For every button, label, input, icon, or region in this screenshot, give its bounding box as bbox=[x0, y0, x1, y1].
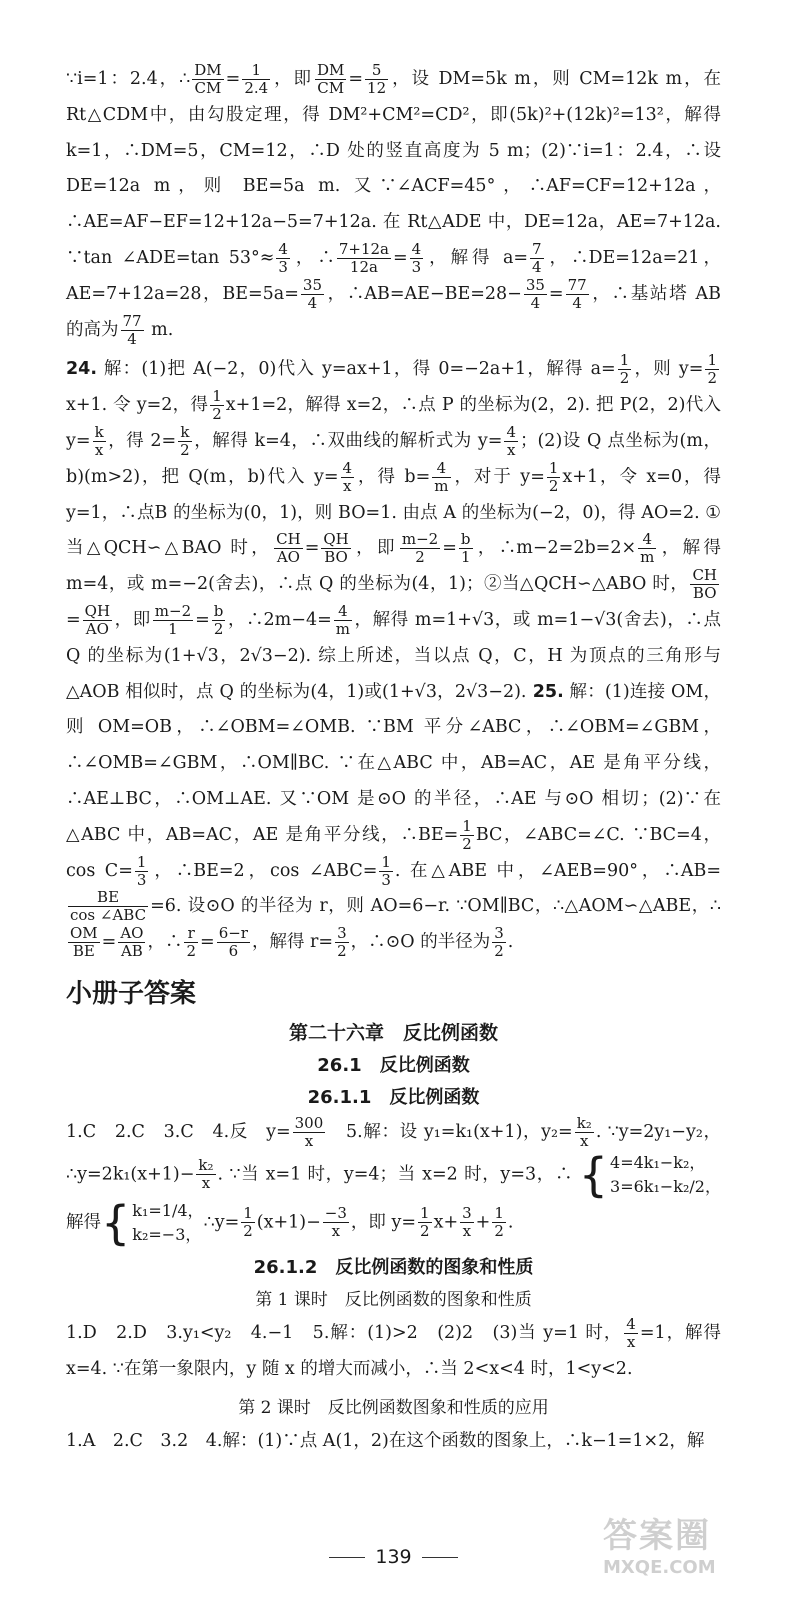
fraction: $\frac{77}{4}$ bbox=[567, 275, 587, 312]
fraction: $\frac{1}{2}$ bbox=[707, 351, 717, 388]
fraction: $\frac{3}{2}$ bbox=[337, 924, 347, 961]
fraction: $\frac{\text{k₂}}{x}$ bbox=[576, 1113, 592, 1150]
fraction: $\frac{1}{2}$ bbox=[494, 1204, 504, 1241]
fraction: $\frac{m-2}{2}$ bbox=[401, 530, 439, 567]
fraction: $\frac{k}{x}$ bbox=[94, 422, 104, 459]
fraction: $\frac{4}{x}$ bbox=[342, 458, 353, 495]
chapter-heading: 第二十六章 反比例函数 bbox=[288, 1021, 498, 1044]
fraction: $\frac{CH}{AO}$ bbox=[276, 530, 301, 567]
subsection-heading: 26.1.1 反比例函数 bbox=[307, 1086, 480, 1108]
fraction: $\frac{1}{2.4}$ bbox=[244, 61, 269, 97]
question-number: 24. bbox=[66, 359, 98, 380]
fraction: $\frac{300}{x}$ bbox=[294, 1113, 324, 1150]
fraction: $\frac{77}{4}$ bbox=[122, 311, 142, 348]
fraction: $\frac{BE}{\text{cos ∠ABC}}$ bbox=[70, 888, 147, 925]
fraction: $\frac{m-2}{1}$ bbox=[154, 601, 192, 638]
fraction: $\frac{\text{k₂}}{x}$ bbox=[198, 1156, 214, 1193]
fraction: $\frac{DM}{CM}$ bbox=[194, 61, 222, 97]
fraction: $\frac{DM}{CM}$ bbox=[316, 61, 345, 97]
fraction: $\frac{7}{4}$ bbox=[532, 239, 542, 276]
fraction: $\frac{1}{3}$ bbox=[136, 852, 147, 889]
fraction: $\frac{3}{x}$ bbox=[462, 1204, 472, 1241]
fraction: $\frac{35}{4}$ bbox=[302, 275, 322, 312]
page-number: 139 bbox=[0, 1546, 787, 1568]
answer-23-continued: ∵i=1：2.4，∴ $\frac{DM}{CM}$ = $\frac{1}{2.4}$ ，即 $\frac{DM}{CM}$ = $\frac{5}{12}$ ，设 DM=5k m，则 CM=12k m，在Rt△CDM中，由勾股定理，得 DM²+CM²=CD²，即(5k)²+(12k)²=13²，解得 k=1，∴DM=5，CM=12，∴D 处的竖直高度为 5 m；(2)∵i=1：2.4，∴设 DE=12a m，则 BE=5a m. 又∵∠ACF=45°，∴AF=CF=12+12a，∴AE=AF−EF=12+12a−5=7+12a. 在 Rt△ADE 中，DE=12a，AE=7+12a. ∵tan ∠ADE=tan 53°≈ $\frac{4}{3}$ ，∴ $\frac{7+12a}{12a}$ = $\frac{4}{3}$ ，解得 a= $\frac{7}{4}$ ，∴DE=12a=21，AE=7+12a=28，BE=5a= $\frac{35}{4}$ ，∴AB=AE−BE=28− $\frac{35}{4}$ = $\frac{77}{4}$ ，∴基站塔 AB 的高为 $\frac{77}{4}$ m. bbox=[66, 61, 722, 348]
fraction: $\frac{r}{2}$ bbox=[186, 924, 197, 961]
question-number: 25. bbox=[526, 681, 564, 702]
fraction: $\frac{CH}{BO}$ bbox=[692, 566, 717, 603]
fraction: $\frac{1}{3}$ bbox=[381, 852, 391, 889]
fraction: $\frac{4}{3}$ bbox=[411, 239, 422, 276]
fraction: $\frac{7+12a}{12a}$ bbox=[338, 239, 389, 276]
lesson-heading: 第 2 课时 反比例函数图象和性质的应用 bbox=[238, 1398, 549, 1419]
section-heading: 26.1 反比例函数 bbox=[317, 1054, 470, 1076]
fraction: $\frac{-3}{x}$ bbox=[324, 1204, 347, 1241]
fraction: $\frac{OM}{BE}$ bbox=[70, 924, 98, 961]
fraction: $\frac{4}{x}$ bbox=[626, 1314, 636, 1351]
fraction: $\frac{4}{m}$ bbox=[640, 530, 655, 567]
fraction: $\frac{4}{m}$ bbox=[335, 601, 350, 638]
subsection-heading: 26.1.2 反比例函数的图象和性质 bbox=[253, 1256, 534, 1278]
watermark-logo: 答案圈 MXQE.COM bbox=[603, 1516, 716, 1578]
fraction: $\frac{4}{m}$ bbox=[434, 458, 449, 495]
lesson-heading: 第 1 课时 反比例函数的图象和性质 bbox=[255, 1289, 532, 1310]
fraction: $\frac{1}{2}$ bbox=[243, 1204, 253, 1241]
fraction: $\frac{QH}{BO}$ bbox=[323, 530, 349, 567]
fraction: $\frac{6-r}{6}$ bbox=[218, 924, 248, 961]
answers-26-1-1: 1.C 2.C 3.C 4.反 y= $\frac{300}{x}$ 5.解：设 y₁=k₁(x+1)，y₂= $\frac{\text{k₂}}{x}$ . ∵y=2y₁−y₂，∴y=2k₁(x+1)− $\frac{\text{k₂}}{x}$ . ∵当 x=1 时，y=4；当 x=2 时，y=3，∴ { 4=4k₁−k₂， 3=6k₁−k₂/2， 解得 { k₁=1/4， k₂=−3， ∴y= $\frac{1}{2}$ (x+1)− $\frac{-3}{x}$ ，即 y= $\frac{1}{2}$ x+ $\frac{3}{x}$ + $\frac{1}{2}$ . bbox=[66, 1113, 721, 1250]
answer-24-25: 24. 解：(1)把 A(−2，0)代入 y=ax+1，得 0=−2a+1，解得 a= $\frac{1}{2}$ ，则 y= $\frac{1}{2}$ x+1. 令 y=2，得 $\frac{1}{2}$ x+1=2，解得 x=2，∴点 P 的坐标为(2，2). 把 P(2，2)代入 y= $\frac{k}{x}$ ，得 2= $\frac{k}{2}$ ，解得 k=4，∴双曲线的解析式为 y= $\frac{4}{x}$ ；(2)设 Q 点坐标为(m，b)(m>2)，把 Q(m，b)代入 y= $\frac{4}{x}$ ，得 b= $\frac{4}{m}$ ，对于 y= $\frac{1}{2}$ x+1，令 x=0，得 y=1，∴点B 的坐标为(0，1)，则 BO=1. 由点 A 的坐标为(−2，0)，得 AO=2. ①当△QCH∽△BAO 时， $\frac{CH}{AO}$ = $\frac{QH}{BO}$ ，即 $\frac{m-2}{2}$ = $\frac{b}{1}$ ，∴m−2=2b=2× $\frac{4}{m}$ ，解得 m=4，或 m=−2(舍去)，∴点 Q 的坐标为(4，1)；②当△QCH∽△ABO 时， $\frac{CH}{BO}$ = $\frac{QH}{AO}$ ，即 $\frac{m-2}{1}$ = $\frac{b}{2}$ ，∴2m−4= $\frac{4}{m}$ ，解得 m=1+√3，或 m=1−√3(舍去)，∴点 Q 的坐标为(1+√3，2√3−2). 综上所述，当以点 Q，C，H 为顶点的三角形与△AOB 相似时，点 Q 的坐标为(4，1)或(1+√3，2√3−2). 25. 解：(1)连接 OM，则 OM=OB，∴∠OBM=∠OMB. ∵BM 平分∠ABC，∴∠OBM=∠GBM，∴∠OMB=∠GBM，∴OM∥BC. ∵在△ABC 中，AB=AC，AE 是角平分线，∴AE⊥BC，∴OM⊥AE. 又∵OM 是⊙O 的半径，∴AE 与⊙O 相切；(2)∵在△ABC 中，AB=AC，AE 是角平分线，∴BE= $\frac{1}{2}$ BC，∠ABC=∠C. ∵BC=4，cos C= $\frac{1}{3}$ ，∴BE=2，cos ∠ABC= $\frac{1}{3}$ . 在△ABE 中，∠AEB=90°，∴AB= $\frac{BE}{\text{cos ∠ABC}}$ =6. 设⊙O 的半径为 r，则 AO=6−r. ∵OM∥BC，∴△AOM∽△ABE，∴ $\frac{OM}{BE}$ = $\frac{AO}{AB}$ ，∴ $\frac{r}{2}$ = $\frac{6-r}{6}$ ，解得 r= $\frac{3}{2}$ ，∴⊙O 的半径为 $\frac{3}{2}$ . bbox=[66, 351, 721, 961]
fraction: $\frac{4}{3}$ bbox=[278, 239, 288, 276]
answers-lesson-2: 1.A 2.C 3.2 4.解：(1)∵点 A(1，2)在这个函数的图象上，∴k−1=1×2，解 bbox=[66, 1431, 705, 1452]
fraction: $\frac{k}{2}$ bbox=[180, 422, 190, 459]
answers-lesson-1: 1.D 2.D 3.y₁<y₂ 4.−1 5.解：(1)>2 (2)2 (3)当 y=1 时， $\frac{4}{x}$ =1，解得 x=4. ∵在第一象限内，y 随 x 的增大而减小，∴当 2<x<4 时，1<y<2. bbox=[66, 1314, 721, 1379]
equation-system-solution: { k₁=1/4， k₂=−3， bbox=[101, 1195, 204, 1250]
fraction: $\frac{4}{x}$ bbox=[506, 422, 516, 459]
section-title: 小册子答案 bbox=[66, 978, 197, 1009]
fraction: $\frac{1}{2}$ bbox=[548, 458, 559, 495]
fraction: $\frac{b}{2}$ bbox=[213, 601, 224, 638]
text: ∵i=1：2.4，∴ bbox=[66, 69, 191, 89]
fraction: $\frac{b}{1}$ bbox=[460, 530, 471, 567]
fraction: $\frac{1}{2}$ bbox=[462, 816, 472, 853]
fraction: $\frac{5}{12}$ bbox=[367, 61, 387, 97]
fraction: $\frac{3}{2}$ bbox=[494, 924, 504, 961]
fraction: $\frac{1}{2}$ bbox=[619, 351, 630, 388]
fraction: $\frac{1}{2}$ bbox=[212, 387, 222, 424]
fraction: $\frac{QH}{AO}$ bbox=[84, 601, 111, 638]
fraction: $\frac{AO}{AB}$ bbox=[120, 924, 144, 961]
fraction: $\frac{1}{2}$ bbox=[420, 1204, 430, 1241]
fraction: $\frac{35}{4}$ bbox=[525, 275, 545, 312]
equation-system: { 4=4k₁−k₂， 3=6k₁−k₂/2， bbox=[578, 1147, 721, 1202]
